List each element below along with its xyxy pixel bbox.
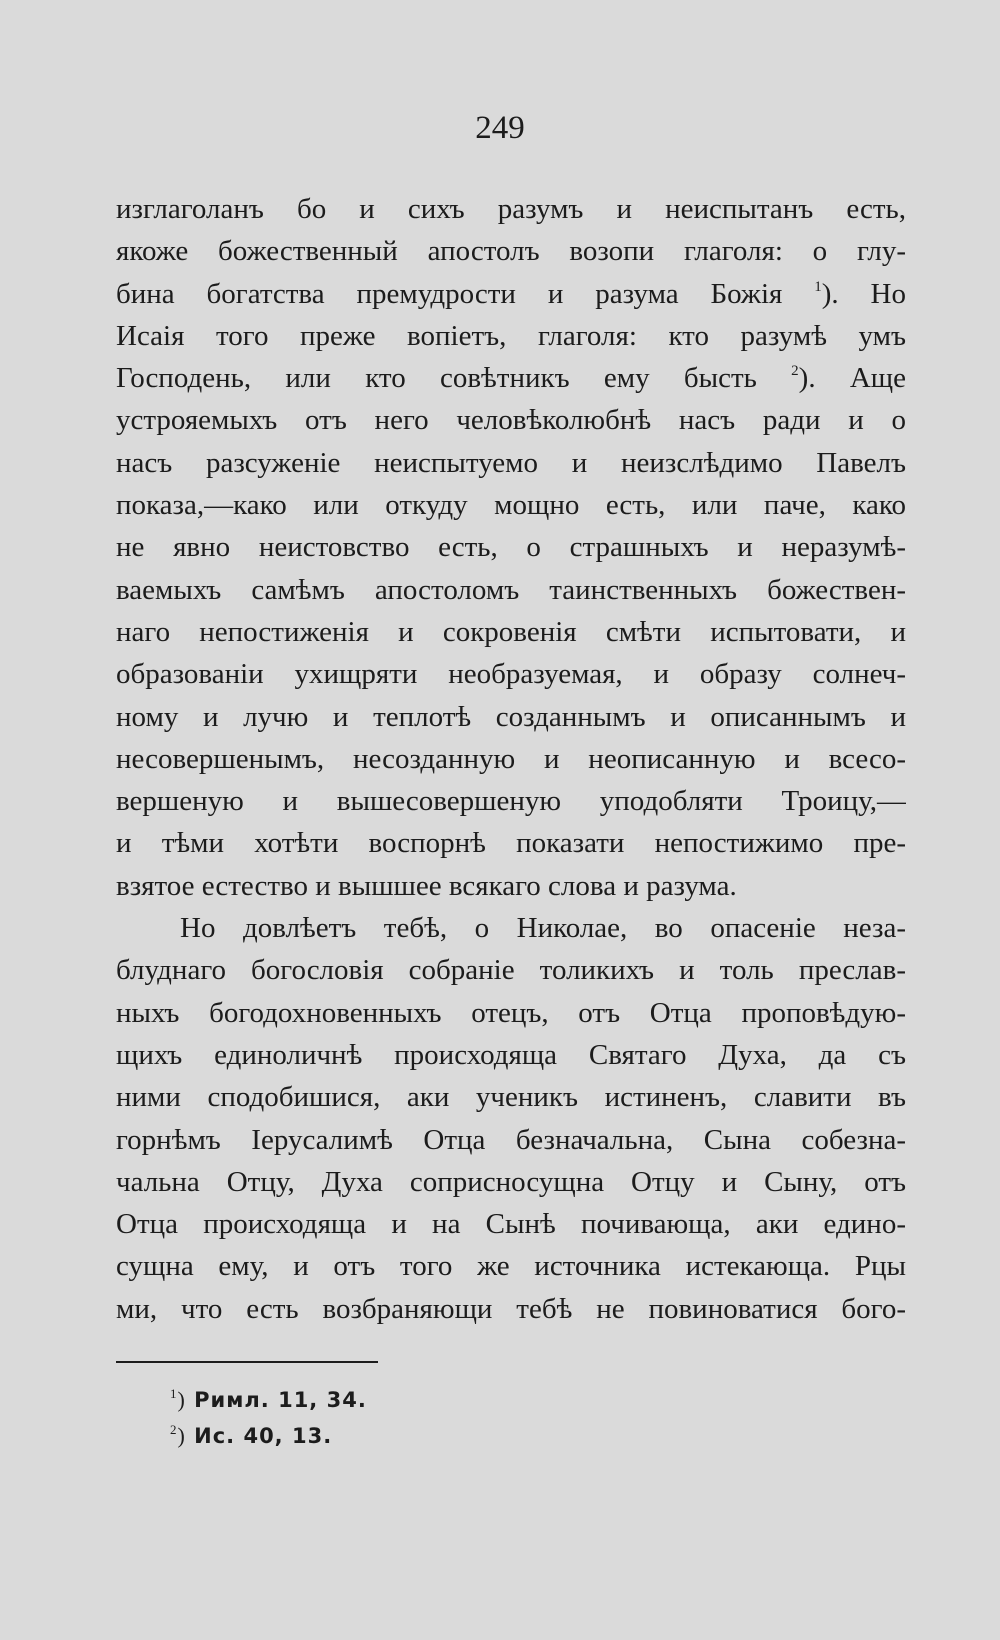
text-line: ми, что есть возбраняющи тебѣ не повиноватися бого- — [116, 1292, 906, 1325]
text-line — [116, 357, 906, 399]
text-line: не явно неистовство есть, о страшныхъ и неразумѣ- — [116, 531, 906, 564]
text-line — [116, 273, 906, 315]
text-line-part: бина богатства премудрости и разума Божія — [116, 277, 815, 310]
footnote-number: 1 — [170, 1386, 178, 1401]
text-line: наго непостиженія и сокровенія смѣти испытовати, и — [116, 615, 906, 648]
footnote-mark: $^1$) — [170, 1386, 186, 1412]
text-line: вершеную и вышесовершеную уподобляти Троицу,— — [116, 785, 906, 818]
text-line: Но довлѣетъ тебѣ, о Николае, во опасеніе неза- — [180, 912, 906, 945]
text-line: несовершенымъ, несозданную и неописанную и всесо- — [116, 742, 906, 775]
text-line: сущна ему, и отъ того же источника истекающа. Рцы — [116, 1250, 906, 1283]
text-line: ныхъ богодохновенныхъ отецъ, отъ Отца проповѣдую- — [116, 996, 906, 1029]
text-line-part: ). Но — [821, 277, 906, 310]
text-line: насъ разсуженіе неиспытуемо и неизслѣдимо Павелъ — [116, 446, 906, 479]
body-text — [116, 188, 906, 1330]
text-line: показа,—како или откуду мощно есть, или паче, како — [116, 489, 906, 522]
text-line: Отца происходяща и на Сынѣ почивающа, аки едино- — [116, 1208, 906, 1241]
text-line: Исаія того преже вопіетъ, глаголя: кто разумѣ умъ — [116, 319, 906, 352]
text-line: блуднаго богословія собраніе толикихъ и толь преслав- — [116, 954, 906, 987]
text-line: устрояемыхъ отъ него человѣколюбнѣ насъ ради и о — [116, 404, 906, 437]
text-line: ваемыхъ самѣмъ апостоломъ таинственныхъ божествен- — [116, 573, 906, 606]
footnote-ref: 2 — [791, 363, 799, 380]
footnote-text: Римл. 11, 34. — [194, 1388, 367, 1412]
text-line-part: ). Аще — [798, 362, 906, 395]
text-line: взятое естество и вышшее всякаго слова и разума. — [116, 869, 737, 902]
page-number: 249 — [475, 110, 525, 146]
footnote-text: Ис. 40, 13. — [194, 1424, 333, 1448]
footnote-number: 2 — [170, 1422, 178, 1437]
footnote-separator — [116, 1361, 378, 1363]
text-line: чальна Отцу, Духа соприсносущна Отцу и Сыну, отъ — [116, 1165, 906, 1198]
text-line-part: Господень, или кто совѣтникъ ему бысть — [116, 362, 792, 395]
text-line: ними сподобишися, аки ученикъ истиненъ, славити въ — [116, 1081, 906, 1114]
text-line: образованіи ухищряти необразуемая, и образу солнеч- — [116, 658, 906, 691]
footnote-mark: $^2$) — [170, 1422, 186, 1448]
footnotes — [170, 1382, 770, 1454]
text-line: горнѣмъ Іерусалимѣ Отца безначальна, Сына собезна- — [116, 1123, 906, 1156]
footnote — [170, 1382, 770, 1418]
text-line: щихъ единоличнѣ происходяща Святаго Духа, да съ — [116, 1038, 906, 1071]
footnote-ref: 1 — [814, 278, 822, 295]
text-line: ному и лучю и теплотѣ созданнымъ и описаннымъ и — [116, 700, 906, 733]
text-line: якоже божественный апостолъ возопи глаголя: о глу- — [116, 235, 906, 268]
text-line: изглаголанъ бо и сихъ разумъ и неиспытанъ есть, — [116, 193, 906, 225]
footnote — [170, 1418, 770, 1454]
text-line: и тѣми хотѣти воспорнѣ показати непостижимо пре- — [116, 827, 906, 860]
